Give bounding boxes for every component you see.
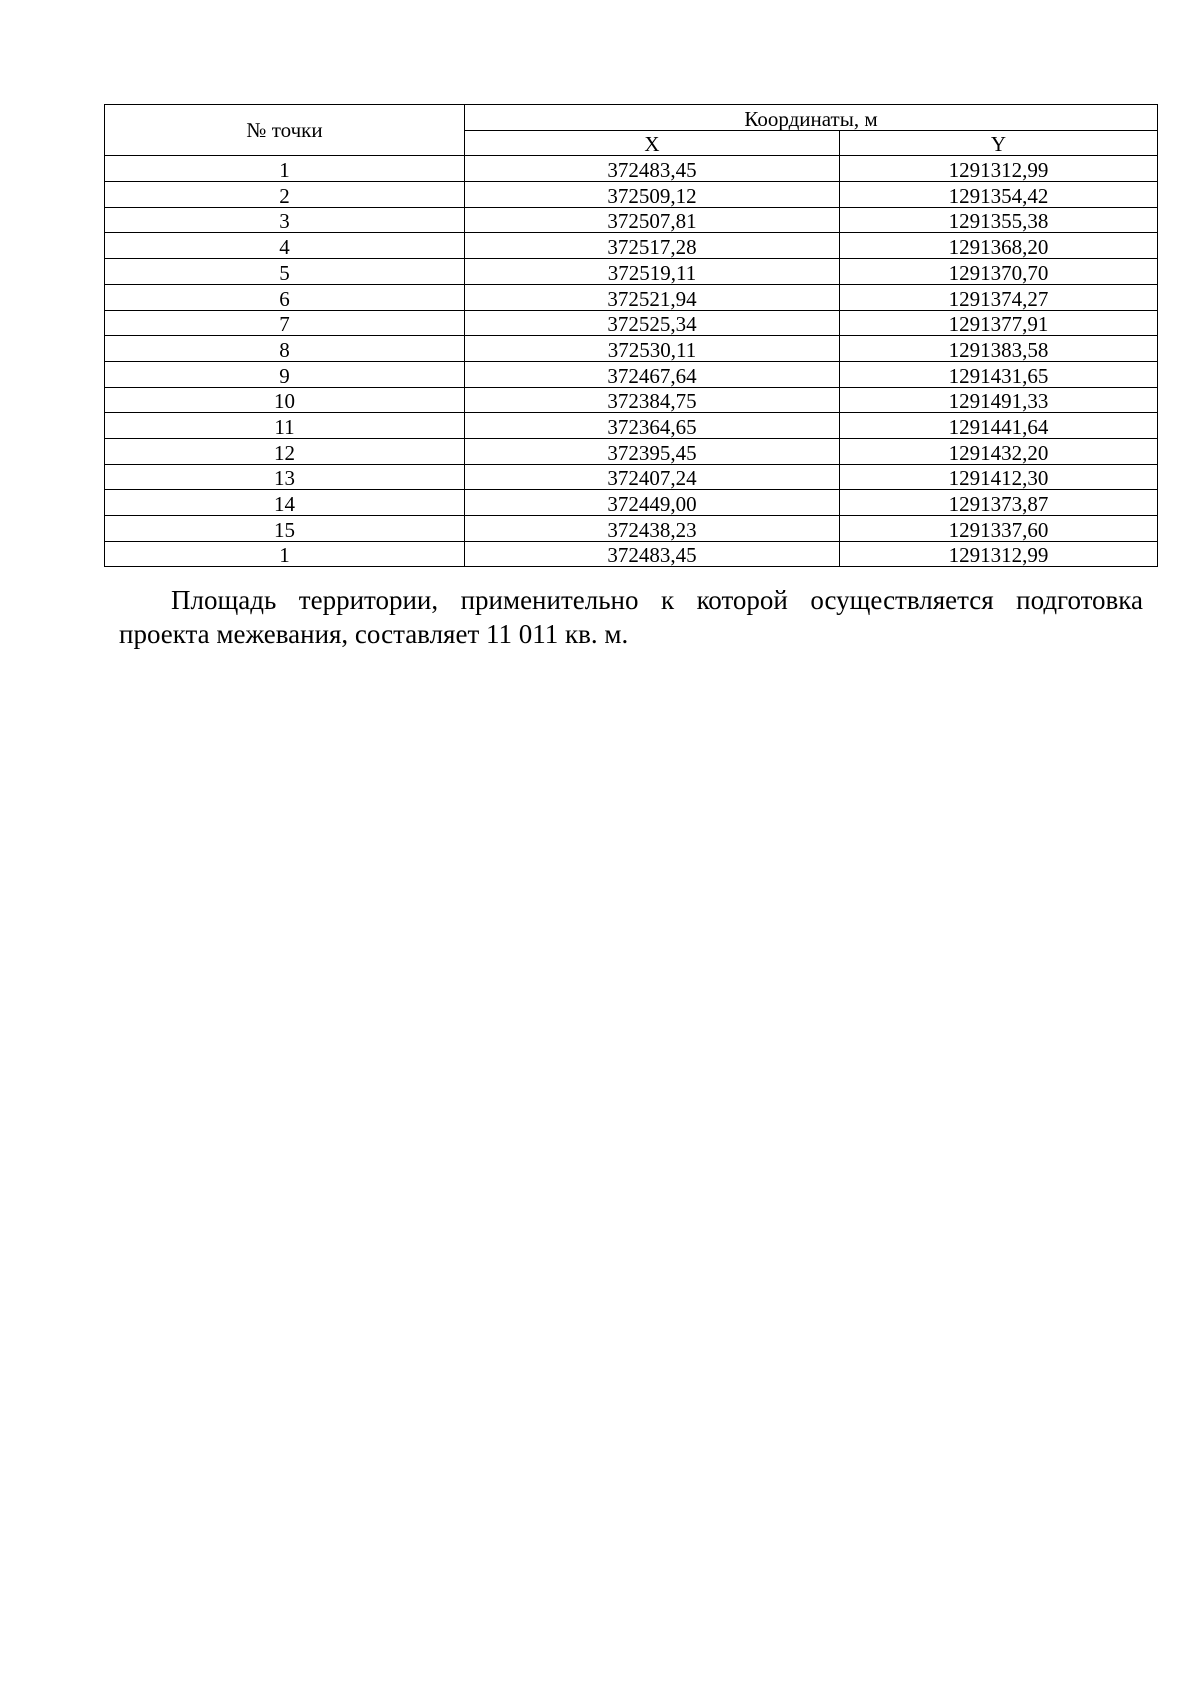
area-paragraph: Площадь территории, применительно к которой осуществляется подготовка проекта межевания, составляет 11 011 кв. м. [119, 585, 1143, 649]
table-body [105, 156, 1158, 567]
table-row [105, 182, 1158, 208]
table-row [105, 490, 1158, 516]
table-row [105, 259, 1158, 285]
y-coordinate-cell: 1291370,70 [840, 259, 1158, 285]
point-number-cell: 12 [105, 438, 465, 464]
y-coordinate-cell: 1291412,30 [840, 464, 1158, 490]
table-row [105, 156, 1158, 182]
x-coordinate-cell: 372467,64 [465, 361, 840, 387]
y-coordinate-cell: 1291355,38 [840, 207, 1158, 233]
x-coordinate-cell: 372521,94 [465, 284, 840, 310]
x-coordinate-cell: 372530,11 [465, 336, 840, 362]
point-number-cell: 10 [105, 387, 465, 413]
x-coordinate-cell: 372517,28 [465, 233, 840, 259]
table-row [105, 207, 1158, 233]
point-number-cell: 9 [105, 361, 465, 387]
x-coordinate-cell: 372449,00 [465, 490, 840, 516]
table-row [105, 438, 1158, 464]
x-coordinate-cell: 372438,23 [465, 516, 840, 542]
table-row [105, 387, 1158, 413]
x-coordinate-cell: 372509,12 [465, 182, 840, 208]
point-number-cell: 1 [105, 156, 465, 182]
table-header-row [105, 105, 1158, 131]
point-number-header: № точки [105, 105, 465, 156]
point-number-cell: 13 [105, 464, 465, 490]
y-coordinate-cell: 1291431,65 [840, 361, 1158, 387]
table-row [105, 541, 1158, 567]
x-coordinate-cell: 372407,24 [465, 464, 840, 490]
y-coordinate-cell: 1291312,99 [840, 156, 1158, 182]
point-number-cell: 8 [105, 336, 465, 362]
point-number-cell: 14 [105, 490, 465, 516]
point-number-cell: 4 [105, 233, 465, 259]
y-coordinate-cell: 1291373,87 [840, 490, 1158, 516]
y-coordinate-cell: 1291368,20 [840, 233, 1158, 259]
y-coordinate-cell: 1291432,20 [840, 438, 1158, 464]
coordinates-header: Координаты, м [465, 105, 1158, 131]
x-coordinate-cell: 372483,45 [465, 541, 840, 567]
point-number-cell: 15 [105, 516, 465, 542]
table-row [105, 464, 1158, 490]
table-row [105, 310, 1158, 336]
x-coordinate-cell: 372525,34 [465, 310, 840, 336]
y-coordinate-cell: 1291374,27 [840, 284, 1158, 310]
table-row [105, 336, 1158, 362]
y-coordinate-cell: 1291354,42 [840, 182, 1158, 208]
x-coordinate-cell: 372519,11 [465, 259, 840, 285]
y-coordinate-cell: 1291383,58 [840, 336, 1158, 362]
x-header: X [465, 130, 840, 156]
y-coordinate-cell: 1291377,91 [840, 310, 1158, 336]
table-row [105, 516, 1158, 542]
table-row [105, 361, 1158, 387]
point-number-cell: 7 [105, 310, 465, 336]
table-row [105, 233, 1158, 259]
x-coordinate-cell: 372384,75 [465, 387, 840, 413]
y-coordinate-cell: 1291337,60 [840, 516, 1158, 542]
y-coordinate-cell: 1291491,33 [840, 387, 1158, 413]
x-coordinate-cell: 372507,81 [465, 207, 840, 233]
x-coordinate-cell: 372483,45 [465, 156, 840, 182]
point-number-cell: 1 [105, 541, 465, 567]
y-header: Y [840, 130, 1158, 156]
point-number-cell: 5 [105, 259, 465, 285]
point-number-cell: 3 [105, 207, 465, 233]
coordinates-table [104, 104, 1158, 567]
y-coordinate-cell: 1291312,99 [840, 541, 1158, 567]
y-coordinate-cell: 1291441,64 [840, 413, 1158, 439]
x-coordinate-cell: 372364,65 [465, 413, 840, 439]
point-number-cell: 11 [105, 413, 465, 439]
x-coordinate-cell: 372395,45 [465, 438, 840, 464]
table-row [105, 413, 1158, 439]
table-row [105, 284, 1158, 310]
point-number-cell: 2 [105, 182, 465, 208]
point-number-cell: 6 [105, 284, 465, 310]
